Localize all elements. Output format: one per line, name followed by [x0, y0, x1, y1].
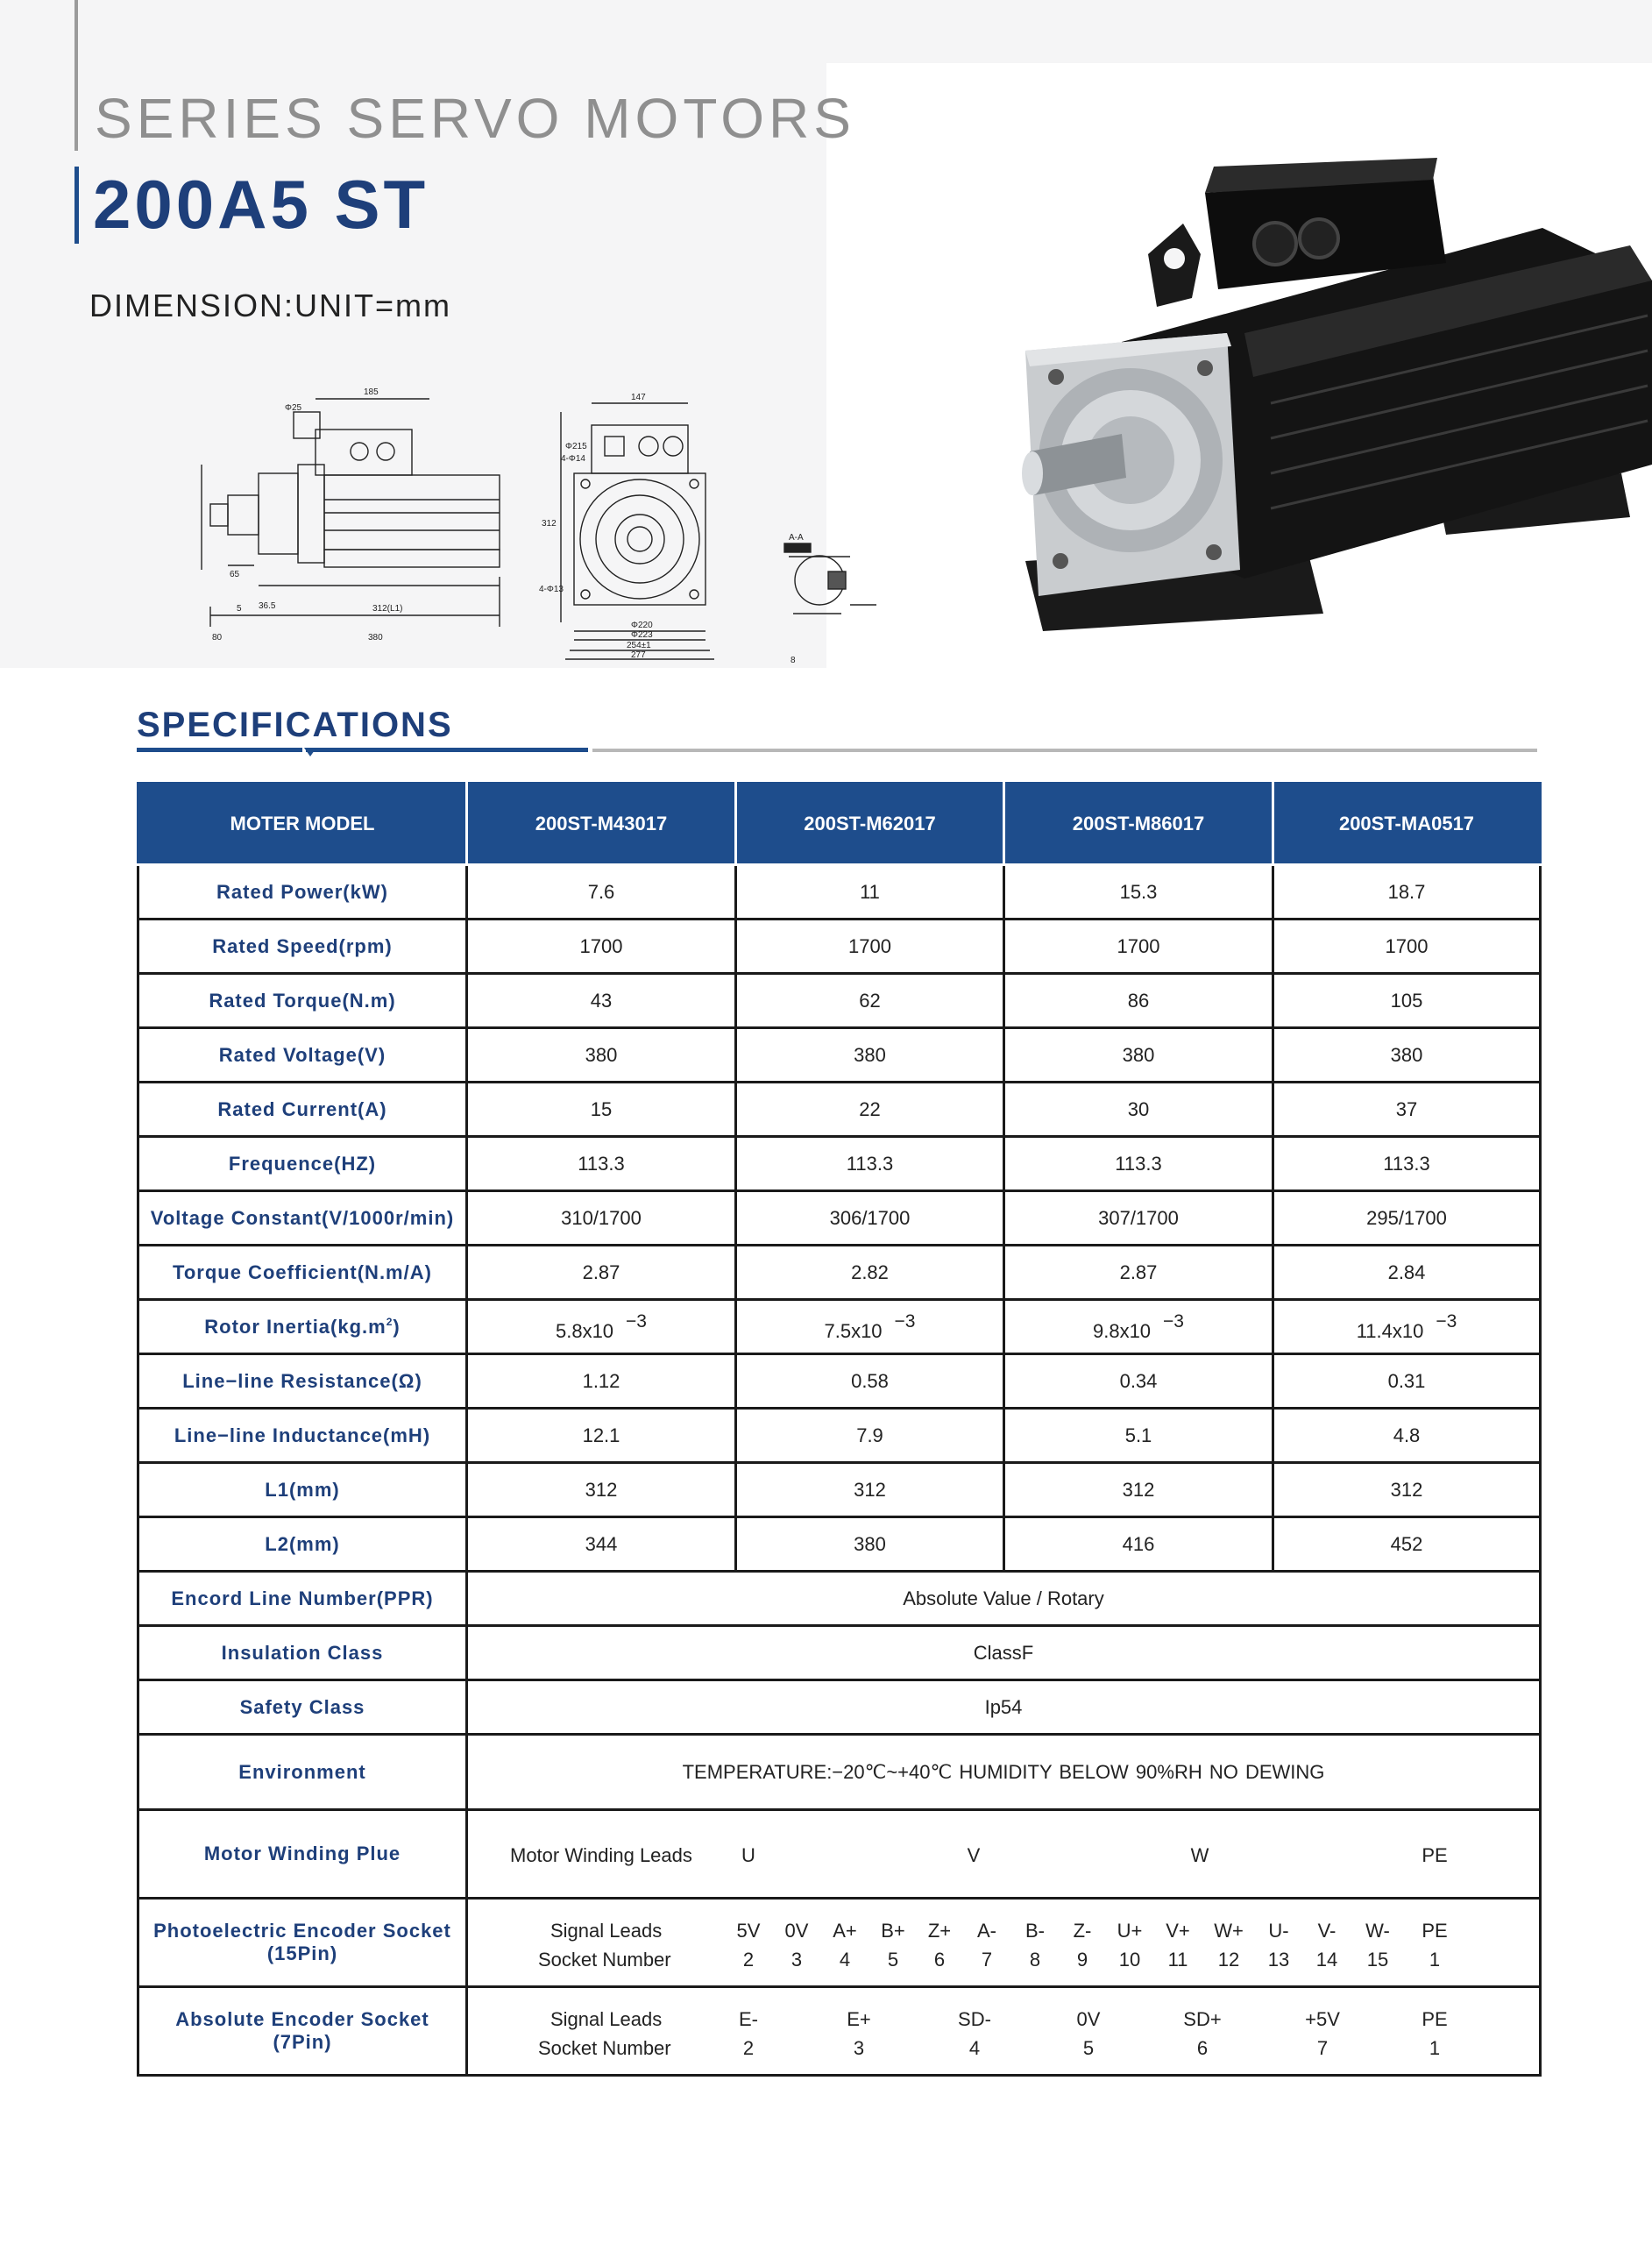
cell-value	[467, 1300, 736, 1354]
row-label	[138, 1899, 467, 1987]
cell-value	[1273, 1300, 1541, 1354]
signal-lead: U+	[1117, 1920, 1143, 1942]
cell-value: 310/1700	[467, 1191, 736, 1246]
winding-lead: W	[1190, 1844, 1209, 1866]
socket-number: 2	[742, 1949, 755, 1971]
socket-number: 4	[968, 2037, 981, 2059]
dim-text: Φ220	[631, 621, 653, 630]
table-row	[138, 1028, 1541, 1083]
signal-lead: PE	[1422, 2008, 1448, 2030]
table-row	[138, 1409, 1541, 1463]
cell-value: 15.3	[1004, 865, 1273, 920]
cell-value: 452	[1273, 1517, 1541, 1572]
socket-number: 12	[1217, 1949, 1240, 1971]
cell-value: 312	[1273, 1463, 1541, 1517]
signal-leads-label: Signal Leads	[550, 1920, 663, 1942]
signal-lead: W+	[1214, 1920, 1244, 1942]
winding-lead: PE	[1422, 1844, 1448, 1866]
cell-value: 11	[736, 865, 1004, 920]
signal-lead: Z+	[927, 1920, 952, 1942]
inertia-label: Rotor Inertia(kg.m	[204, 1315, 386, 1338]
row-label: Line−line Inductance(mH)	[138, 1409, 467, 1463]
abs-socket-label: Absolute Encoder Socket	[175, 2008, 429, 2030]
cell-value: 380	[1273, 1028, 1541, 1083]
winding-cell	[467, 1810, 1541, 1899]
winding-lead: U	[741, 1844, 755, 1866]
dim-text: 254±1	[627, 641, 651, 650]
signal-lead: B+	[881, 1920, 905, 1942]
inertia-exponent: −3	[894, 1310, 916, 1331]
socket-number: 9	[1076, 1949, 1088, 1971]
row-label: Rated Speed(rpm)	[138, 920, 467, 974]
photo-socket-cell	[467, 1899, 1541, 1987]
model-column-header: 200ST-M43017	[467, 784, 736, 865]
cell-value: 312	[1004, 1463, 1273, 1517]
dim-text: 312(L1)	[372, 604, 403, 614]
table-row	[138, 1572, 1541, 1626]
cell-value: 105	[1273, 974, 1541, 1028]
dim-text: 147	[631, 393, 646, 402]
row-label: Rated Torque(N.m)	[138, 974, 467, 1028]
cell-value: TEMPERATURE:−20℃~+40℃ HUMIDITY BELOW 90%RH NO DEWING	[467, 1735, 1541, 1810]
table-header-row	[138, 784, 1541, 865]
inertia-exponent: −3	[626, 1310, 647, 1331]
side-view-drawing	[202, 399, 500, 627]
cell-value: 7.6	[467, 865, 736, 920]
signal-lead: V-	[1317, 1920, 1336, 1942]
signal-lead: Z-	[1073, 1920, 1092, 1942]
dim-text: 277	[631, 650, 646, 660]
socket-number: 3	[791, 1949, 803, 1971]
table-row	[138, 1810, 1541, 1899]
signal-lead: B-	[1025, 1920, 1045, 1942]
row-label: Rated Voltage(V)	[138, 1028, 467, 1083]
dim-text: 185	[364, 387, 379, 397]
cell-value: 306/1700	[736, 1191, 1004, 1246]
table-row	[138, 1987, 1541, 2076]
winding-lead: V	[967, 1844, 981, 1866]
abs-socket-cell	[467, 1987, 1541, 2076]
cell-value: 12.1	[467, 1409, 736, 1463]
cell-value: 1700	[1004, 920, 1273, 974]
model-title: 200A5 ST	[93, 166, 429, 243]
cell-value: 416	[1004, 1517, 1273, 1572]
cell-value: 344	[467, 1517, 736, 1572]
cell-value: 113.3	[1004, 1137, 1273, 1191]
specifications-table	[137, 782, 1542, 2077]
socket-number: 10	[1118, 1949, 1141, 1971]
photo-socket-label: Photoelectric Encoder Socket	[153, 1920, 451, 1942]
top-band	[0, 0, 1652, 63]
specifications-divider	[592, 749, 1537, 752]
row-label: Torque Coefficient(N.m/A)	[138, 1246, 467, 1300]
dim-text: 8	[791, 656, 796, 665]
socket-number: 6	[1196, 2037, 1209, 2059]
dim-text: 4-Φ13	[539, 585, 564, 594]
cell-value: 380	[736, 1028, 1004, 1083]
table-row	[138, 1626, 1541, 1680]
dim-text: 65	[230, 570, 240, 579]
dimension-drawing	[175, 377, 885, 666]
shaft-section-drawing	[784, 543, 876, 614]
table-row	[138, 1246, 1541, 1300]
model-column-header: 200ST-M62017	[736, 784, 1004, 865]
cell-value: 113.3	[1273, 1137, 1541, 1191]
signal-lead: 0V	[1076, 2008, 1101, 2030]
row-label: Rated Current(A)	[138, 1083, 467, 1137]
cell-value: 113.3	[467, 1137, 736, 1191]
model-header: MOTER MODEL	[138, 784, 467, 865]
servo-motor-image	[1017, 158, 1652, 649]
table-row	[138, 974, 1541, 1028]
dim-text: 36.5	[259, 601, 276, 611]
cell-value: 0.34	[1004, 1354, 1273, 1409]
photo-socket-label2: (15Pin)	[266, 1942, 338, 1964]
row-label: Encord Line Number(PPR)	[138, 1572, 467, 1626]
winding-leads-label: Motor Winding Leads	[510, 1844, 692, 1866]
cell-value: 30	[1004, 1083, 1273, 1137]
table-row	[138, 1735, 1541, 1810]
cell-value: 43	[467, 974, 736, 1028]
cell-value: 22	[736, 1083, 1004, 1137]
dim-text: 380	[368, 633, 383, 643]
table-row	[138, 1680, 1541, 1735]
signal-lead: +5V	[1305, 2008, 1340, 2030]
row-label: Safety Class	[138, 1680, 467, 1735]
title-rule	[74, 0, 78, 151]
cell-value: 2.84	[1273, 1246, 1541, 1300]
signal-lead: 5V	[736, 1920, 761, 1942]
series-title: SERIES SERVO MOTORS	[95, 87, 855, 150]
cell-value: 2.87	[467, 1246, 736, 1300]
underline-marker	[304, 748, 316, 756]
socket-number: 13	[1267, 1949, 1290, 1971]
row-label: Environment	[138, 1735, 467, 1810]
dim-text: A-A	[789, 533, 804, 543]
row-label: Frequence(HZ)	[138, 1137, 467, 1191]
socket-number-label: Socket Number	[538, 1949, 671, 1971]
cell-value: 37	[1273, 1083, 1541, 1137]
row-label	[138, 1987, 467, 2076]
socket-number: 1	[1429, 2037, 1441, 2059]
cell-value: 1.12	[467, 1354, 736, 1409]
cell-value: 380	[736, 1517, 1004, 1572]
table-row	[138, 1191, 1541, 1246]
table-row	[138, 1300, 1541, 1354]
signal-leads-label: Signal Leads	[550, 2008, 663, 2030]
cell-value: 2.82	[736, 1246, 1004, 1300]
cell-value: Absolute Value / Rotary	[467, 1572, 1541, 1626]
table-row	[138, 1899, 1541, 1987]
signal-lead: SD+	[1183, 2008, 1222, 2030]
socket-number: 5	[887, 1949, 899, 1971]
signal-lead: A+	[833, 1920, 857, 1942]
cell-value: 18.7	[1273, 865, 1541, 920]
row-label: Motor Winding Plue	[138, 1810, 467, 1899]
cell-value: 307/1700	[1004, 1191, 1273, 1246]
socket-number: 7	[1316, 2037, 1329, 2059]
socket-number: 15	[1366, 1949, 1389, 1971]
dim-text: 80	[212, 633, 223, 643]
inertia-value: 7.5x10	[824, 1319, 883, 1342]
row-label: L2(mm)	[138, 1517, 467, 1572]
cell-value: 86	[1004, 974, 1273, 1028]
signal-lead: SD-	[958, 2008, 991, 2030]
dim-text: 5	[237, 604, 242, 614]
cell-value: ClassF	[467, 1626, 1541, 1680]
table-row	[138, 1463, 1541, 1517]
cell-value	[736, 1300, 1004, 1354]
cell-value: 113.3	[736, 1137, 1004, 1191]
cell-value: 7.9	[736, 1409, 1004, 1463]
signal-lead: E-	[739, 2008, 758, 2030]
table-row	[138, 865, 1541, 920]
signal-lead: V+	[1166, 1920, 1190, 1942]
socket-number: 4	[839, 1949, 851, 1971]
title-accent-bar	[74, 167, 79, 244]
inertia-label-sup: 2	[386, 1315, 394, 1328]
cell-value: 312	[467, 1463, 736, 1517]
inertia-value: 5.8x10	[555, 1319, 614, 1342]
socket-number: 14	[1315, 1949, 1338, 1971]
signal-lead: W-	[1365, 1920, 1390, 1942]
row-label: Line−line Resistance(Ω)	[138, 1354, 467, 1409]
cell-value: 380	[467, 1028, 736, 1083]
socket-number: 7	[981, 1949, 993, 1971]
row-label: Voltage Constant(V/1000r/min)	[138, 1191, 467, 1246]
table-row	[138, 920, 1541, 974]
cell-value: 1700	[1273, 920, 1541, 974]
row-label	[138, 1300, 467, 1354]
table-row	[138, 1517, 1541, 1572]
signal-lead: U-	[1268, 1920, 1289, 1942]
signal-lead: A-	[977, 1920, 996, 1942]
cell-value: 0.31	[1273, 1354, 1541, 1409]
specifications-underline	[137, 748, 588, 752]
cell-value: 5.1	[1004, 1409, 1273, 1463]
cell-value: 295/1700	[1273, 1191, 1541, 1246]
socket-number: 1	[1429, 1949, 1441, 1971]
cell-value: Ip54	[467, 1680, 1541, 1735]
table-row	[138, 1083, 1541, 1137]
cell-value: 15	[467, 1083, 736, 1137]
cell-value: 380	[1004, 1028, 1273, 1083]
socket-number: 5	[1082, 2037, 1095, 2059]
dim-text: 4-Φ14	[561, 454, 585, 464]
inertia-exponent: −3	[1436, 1310, 1457, 1331]
socket-number: 8	[1029, 1949, 1041, 1971]
table-row	[138, 1354, 1541, 1409]
signal-lead: 0V	[784, 1920, 809, 1942]
dim-text: 312	[542, 519, 557, 529]
signal-lead: E+	[847, 2008, 871, 2030]
cell-value: 4.8	[1273, 1409, 1541, 1463]
inertia-label-end: )	[393, 1315, 401, 1338]
socket-number: 6	[933, 1949, 946, 1971]
inertia-value: 11.4x10	[1356, 1319, 1424, 1342]
model-column-header: 200ST-MA0517	[1273, 784, 1541, 865]
cell-value: 1700	[467, 920, 736, 974]
cell-value	[1004, 1300, 1273, 1354]
row-label: L1(mm)	[138, 1463, 467, 1517]
inertia-value: 9.8x10	[1092, 1319, 1152, 1342]
cell-value: 2.87	[1004, 1246, 1273, 1300]
inertia-exponent: −3	[1163, 1310, 1184, 1331]
cell-value: 312	[736, 1463, 1004, 1517]
cell-value: 62	[736, 974, 1004, 1028]
cell-value: 0.58	[736, 1354, 1004, 1409]
socket-number-label: Socket Number	[538, 2037, 671, 2059]
model-column-header: 200ST-M86017	[1004, 784, 1273, 865]
table-row	[138, 1137, 1541, 1191]
row-label: Insulation Class	[138, 1626, 467, 1680]
cell-value: 1700	[736, 920, 1004, 974]
dim-text: Φ25	[285, 403, 302, 413]
dim-text: Φ223	[631, 630, 653, 640]
socket-number: 3	[853, 2037, 865, 2059]
signal-lead: PE	[1422, 1920, 1448, 1942]
row-label: Rated Power(kW)	[138, 865, 467, 920]
dim-text: Φ215	[565, 442, 587, 451]
socket-number: 2	[742, 2037, 755, 2059]
specifications-title: SPECIFICATIONS	[137, 706, 453, 744]
dimension-label: DIMENSION:UNIT=mm	[89, 288, 452, 323]
socket-number: 11	[1167, 1949, 1188, 1971]
abs-socket-label2: (7Pin)	[273, 2031, 332, 2053]
